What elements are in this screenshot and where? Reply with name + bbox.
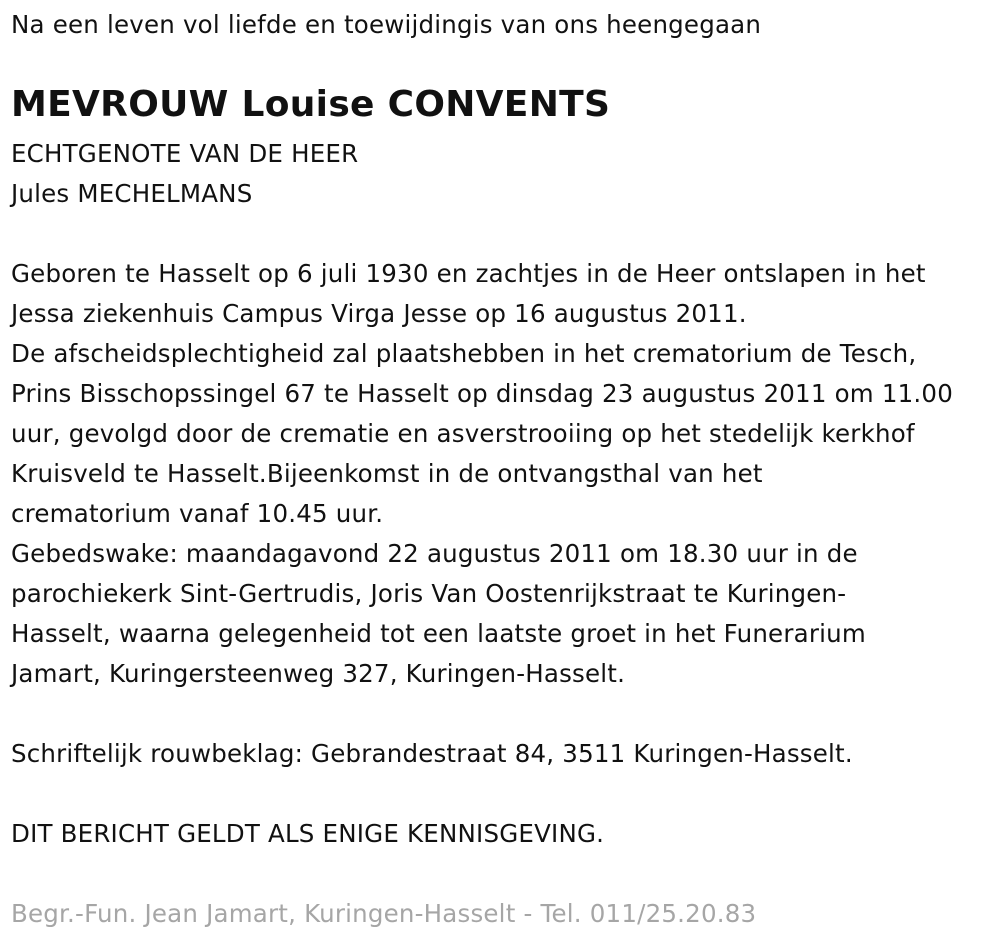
spouse-label: ECHTGENOTE VAN DE HEER (11, 139, 359, 168)
body-line: parochiekerk Sint-Gertrudis, Joris Van Oostenrijkstraat te Kuringen- (11, 579, 847, 608)
body-line: Gebedswake: maandagavond 22 augustus 2011 om 18.30 uur in de (11, 539, 858, 568)
body-line: Jessa ziekenhuis Campus Virga Jesse op 16 augustus 2011. (11, 299, 747, 328)
body-line: crematorium vanaf 10.45 uur. (11, 499, 384, 528)
body-line: uur, gevolgd door de crematie en asverstrooiing op het stedelijk kerkhof (11, 419, 915, 448)
funeral-home-footer: Begr.-Fun. Jean Jamart, Kuringen-Hasselt - Tel. 011/25.20.83 (11, 899, 757, 928)
spouse-name: Jules MECHELMANS (11, 179, 253, 208)
body-line: Kruisveld te Hasselt.Bijeenkomst in de ontvangsthal van het (11, 459, 763, 488)
body-line: Jamart, Kuringersteenweg 327, Kuringen-Hasselt. (11, 659, 626, 688)
body-line: Hasselt, waarna gelegenheid tot een laatste groet in het Funerarium (11, 619, 866, 648)
body-line: Prins Bisschopssingel 67 te Hasselt op dinsdag 23 augustus 2011 om 11.00 (11, 379, 953, 408)
deceased-name: MEVROUW Louise CONVENTS (11, 84, 611, 125)
condolence-address: Schriftelijk rouwbeklag: Gebrandestraat 84, 3511 Kuringen-Hasselt. (11, 739, 853, 768)
body-line: Geboren te Hasselt op 6 juli 1930 en zachtjes in de Heer ontslapen in het (11, 259, 926, 288)
intro-line: Na een leven vol liefde en toewijdingis van ons heengegaan (11, 10, 762, 39)
notice-line: DIT BERICHT GELDT ALS ENIGE KENNISGEVING. (11, 819, 605, 848)
body-line: De afscheidsplechtigheid zal plaatshebben in het crematorium de Tesch, (11, 339, 917, 368)
